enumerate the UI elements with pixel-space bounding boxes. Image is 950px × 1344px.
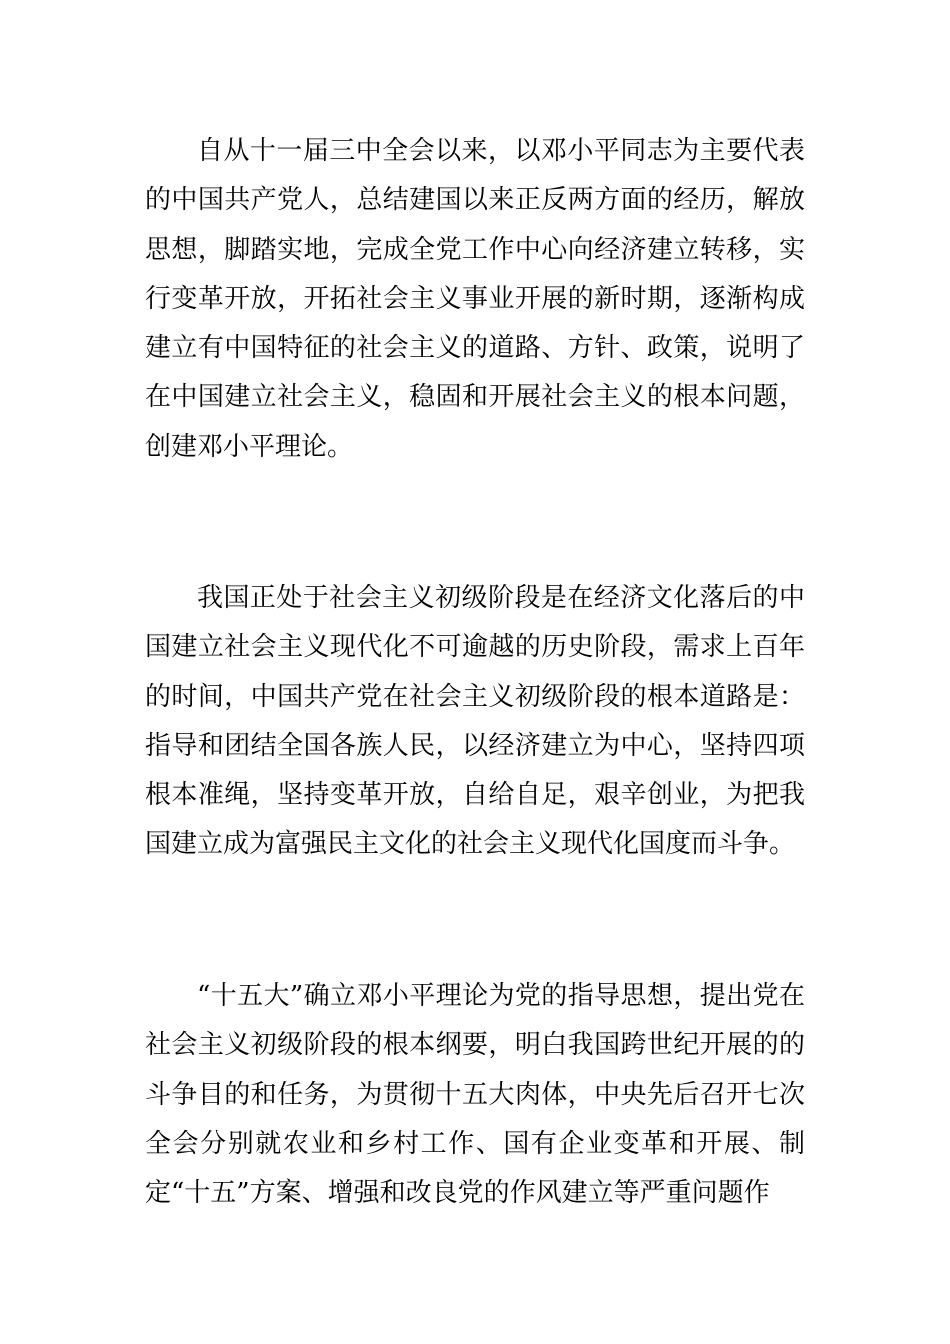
paragraph-1: 自从十一届三中全会以来，以邓小平同志为主要代表的中国共产党人，总结建国以来正反两方面的经历，解放思想，脚踏实地，完成全党工作中心向经济建立转移，实行变革开放，开拓社会主义事业开展的新时期，逐渐构成建立有中国特征的社会主义的道路、方针、政策，说明了在中国建立社会主义，稳固和开展社会主义的根本问题，创建邓小平理论。 xyxy=(145,136,805,462)
paragraph-2: 我国正处于社会主义初级阶段是在经济文化落后的中国建立社会主义现代化不可逾越的历史阶段，需求上百年的时间，中国共产党在社会主义初级阶段的根本道路是：指导和团结全国各族人民，以经济建立为中心，坚持四项根本准绳，坚持变革开放，自给自足，艰辛创业，为把我国建立成为富强民主文化的社会主义现代化国度而斗争。 xyxy=(145,583,805,860)
paragraph-3: “十五大”确立邓小平理论为党的指导思想，提出党在社会主义初级阶段的根本纲要，明白我国跨世纪开展的的斗争目的和任务，为贯彻十五大肉体，中央先后召开七次全会分别就农业和乡村工作、国有企业变革和开展、制定“十五”方案、增强和改良党的作风建立等严重问题作 xyxy=(145,981,805,1209)
